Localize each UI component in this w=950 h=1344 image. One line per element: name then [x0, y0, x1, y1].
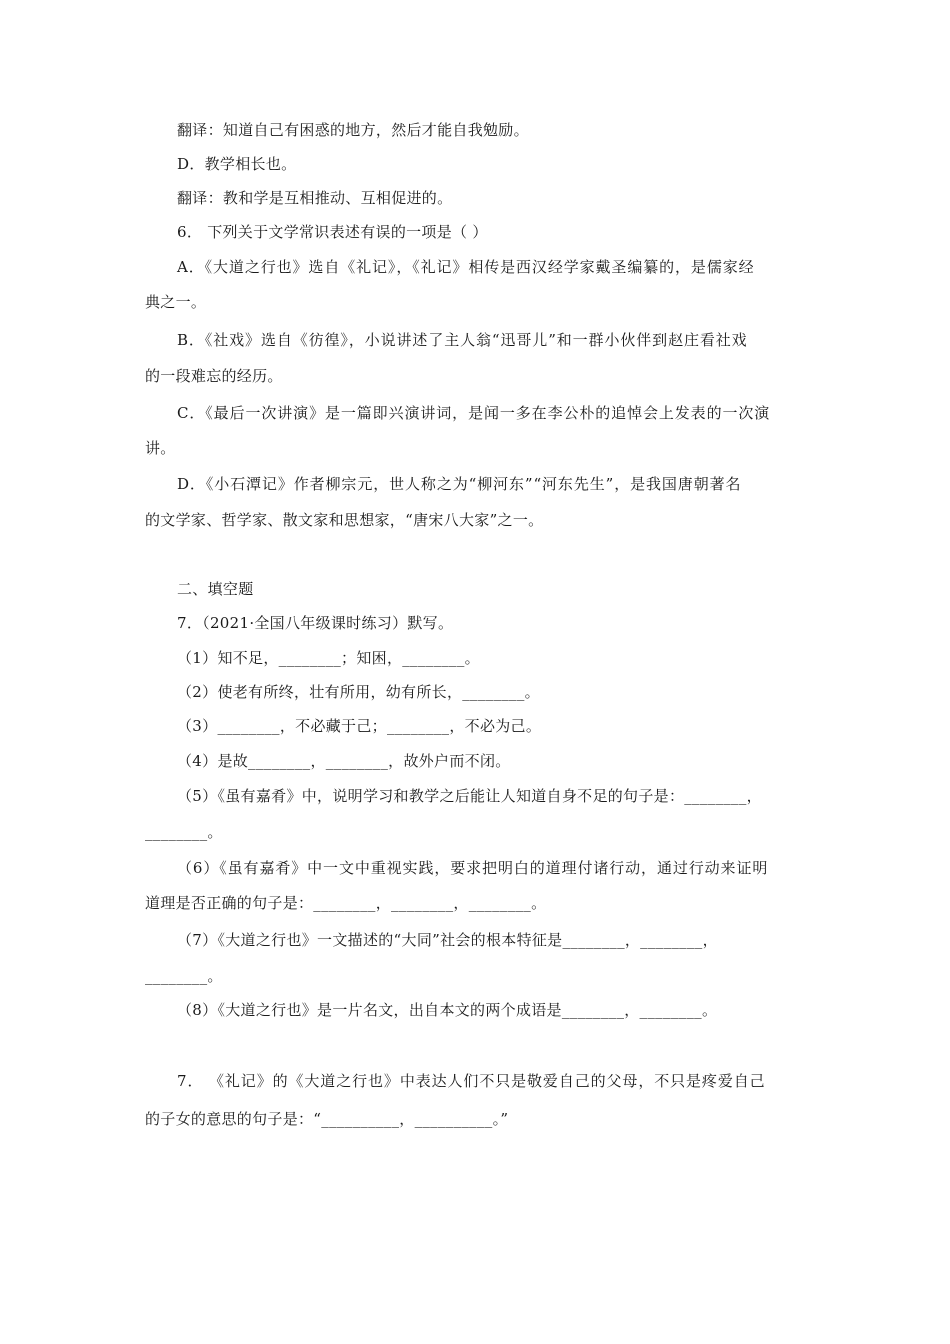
section-heading: 二、填空题: [177, 580, 254, 598]
question-6-option-b-cont: 的一段难忘的经历。: [145, 367, 283, 385]
fill-item-5: （5）《虽有嘉肴》中，说明学习和教学之后能让人知道自身不足的句子是：________，: [177, 787, 762, 805]
question-6-option-c-cont: 讲。: [145, 439, 176, 457]
fill-item-6-cont: 道理是否正确的句子是：________，________，________。: [145, 894, 547, 912]
fill-item-7-cont: ________。: [145, 967, 223, 985]
question-7-stem: 7．（2021·全国八年级课时练习）默写。: [177, 614, 454, 632]
question-6-option-c: C．《最后一次讲演》是一篇即兴演讲词，是闻一多在李公朴的追悼会上发表的一次演: [177, 404, 771, 422]
question-6-option-a-cont: 典之一。: [145, 293, 207, 311]
fill-item-4: （4）是故________，________，故外户而不闭。: [177, 752, 511, 770]
question-6-stem: 6． 下列关于文学常识表述有误的一项是（ ）: [177, 223, 488, 241]
fill-item-5-cont: ________。: [145, 823, 223, 841]
question-6-option-d-cont: 的文学家、哲学家、散文家和思想家，“唐宋八大家”之一。: [145, 511, 544, 529]
translation-line: 翻译：知道自己有困惑的地方，然后才能自我勉励。: [177, 121, 529, 139]
question-6-option-a: A．《大道之行也》选自《礼记》，《礼记》相传是西汉经学家戴圣编纂的，是儒家经: [177, 258, 755, 276]
fill-item-6: （6）《虽有嘉肴》中一文中重视实践，要求把明白的道理付诸行动，通过行动来证明: [177, 859, 769, 877]
fill-item-1: （1）知不足，________；知困，________。: [177, 649, 480, 667]
fill-item-2: （2）使老有所终，壮有所用，幼有所长，________。: [177, 683, 540, 701]
question-6-option-b: B．《社戏》选自《彷徨》，小说讲述了主人翁“迅哥儿”和一群小伙伴到赵庄看社戏: [177, 331, 748, 349]
translation-line: 翻译：教和学是互相推动、互相促进的。: [177, 189, 453, 207]
question-6-option-d: D．《小石潭记》作者柳宗元，世人称之为“柳河东”“河东先生”，是我国唐朝著名: [177, 475, 742, 493]
question-7b-stem: 7． 《礼记》的《大道之行也》中表达人们不只是敬爱自己的父母，不只是疼爱自己: [177, 1072, 766, 1090]
fill-item-8: （8）《大道之行也》是一片名文，出自本文的两个成语是________，________。: [177, 1001, 718, 1019]
option-d-line: D．教学相长也。: [177, 155, 297, 173]
fill-item-7: （7）《大道之行也》一文描述的“大同”社会的根本特征是________，________，: [177, 931, 718, 949]
question-7b-cont: 的子女的意思的句子是：“__________，__________。”: [145, 1110, 509, 1128]
fill-item-3: （3）________，不必藏于己；________，不必为己。: [177, 717, 542, 735]
